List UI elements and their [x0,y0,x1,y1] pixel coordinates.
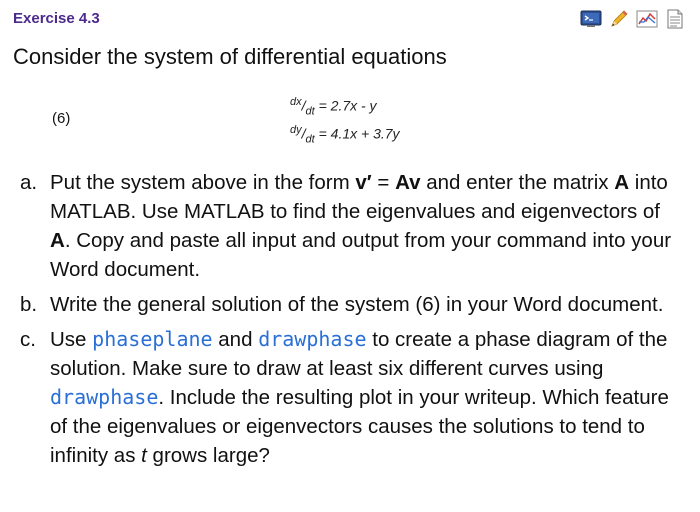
task-body-a [50,168,685,284]
task-a-text-3: into MATLAB. Use MATLAB to find the eigenvalues and eigenvectors of [50,171,668,223]
task-body-c [50,325,685,470]
eq2-rhs: = 4.1x + 3.7y [314,125,400,142]
eq2-denominator: dt [305,133,315,146]
eq2-numerator: dy [290,124,302,136]
task-list [20,168,685,476]
task-item-a [20,168,685,284]
task-a-matrix-a-1: A [614,171,630,194]
document-icon[interactable] [664,9,686,29]
task-c-text-2: and [212,328,259,351]
task-a-matrix-a-2: A [50,229,65,252]
toolbar [580,9,686,29]
task-a-text-4: . Copy and paste all input and output from your command into your Word document. [50,229,672,281]
task-c-text-1: Use [50,328,93,351]
task-marker-c: c. [20,328,36,351]
task-c-variable-t: t [141,444,147,467]
pencil-icon[interactable] [608,9,630,29]
eq1-numerator: dx [290,96,302,108]
matlab-command-icon[interactable] [580,9,602,29]
equation-dx-dt: $^{dx}/_{dt} = 2.7x - y$ [290,96,377,118]
task-c-text-5: grows large? [146,444,270,467]
task-marker-b: b. [20,293,38,316]
task-marker-a: a. [20,171,38,194]
task-body-b: Write the general solution of the system (6) in your Word document. [50,293,664,316]
equation-dy-dt: $^{dy}/_{dt} = 4.1x + 3.7y$ [290,124,400,146]
task-a-equals: = [371,171,396,194]
eq1-denominator: dt [305,105,315,118]
exercise-title: Exercise 4.3 [13,10,100,27]
task-item-b [20,290,685,319]
plot-icon[interactable] [636,9,658,29]
code-phaseplane: phaseplane [92,327,213,351]
task-c-text-4: . Include the resulting plot in your writeup. Which feature of the eigenvalues or eigenvectors causes the solutions to tend to infinity as [50,386,669,467]
code-drawphase: drawphase [258,327,367,351]
equation-number: (6) [52,110,71,127]
code-drawphase-2: drawphase [50,385,159,409]
task-item-c [20,325,685,470]
eq1-rhs: = 2.7x - y [314,97,377,114]
task-a-text-1: Put the system above in the form [50,171,356,194]
task-a-v-prime: v′ [355,171,372,194]
task-c-text-3: to create a phase diagram of the solution. Make sure to draw at least six different curves using [50,328,668,380]
intro-text: Consider the system of differential equations [13,44,447,69]
task-a-text-2: and enter the matrix [420,171,615,194]
task-a-av: Av [395,171,421,194]
